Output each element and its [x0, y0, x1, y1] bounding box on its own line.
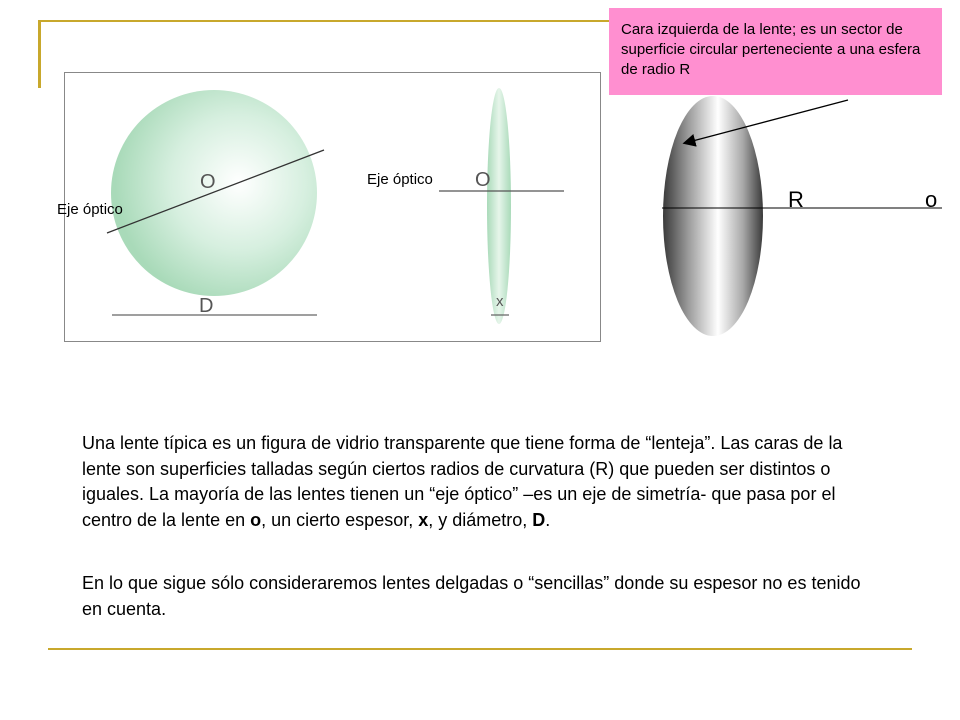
radius-label: R — [788, 187, 804, 212]
top-rule — [40, 20, 610, 22]
origin-label: o — [925, 187, 938, 212]
paragraph1-bold-o: o — [250, 509, 262, 530]
paragraph1-bold-x: x — [418, 509, 429, 530]
paragraph1-text-c: , y diámetro, — [428, 509, 533, 530]
optical-axis-label-right: Eje óptico — [367, 171, 433, 188]
left-rule — [38, 20, 41, 88]
callout-box — [609, 8, 942, 95]
callout-text: Cara izquierda de la lente; es un sector de superficie circular perteneciente a una esfera de radio R — [621, 21, 921, 78]
lens-figure-panel — [64, 72, 601, 342]
thick-lens-shape — [663, 96, 763, 336]
lens-side-view — [487, 88, 511, 324]
paragraph2-text: En lo que sigue sólo consideraremos lentes delgadas o “sencillas” donde su espesor no es tenido en cuenta. — [82, 573, 861, 619]
lens-figure-drawing — [65, 73, 602, 343]
paragraph1-text-d: . — [545, 509, 551, 530]
paragraph1-text-b: , un cierto espesor, — [261, 509, 419, 530]
circle-center-label: O — [200, 171, 216, 193]
paragraph1-bold-d: D — [532, 509, 546, 530]
optical-axis-label-left: Eje óptico — [57, 201, 123, 218]
thickness-label: x — [496, 293, 504, 310]
lens-curvature-diagram — [620, 80, 950, 350]
lens-center-label: O — [475, 169, 491, 191]
bottom-rule — [48, 648, 912, 650]
diameter-label: D — [199, 295, 214, 317]
paragraph-thin-lenses — [82, 571, 862, 622]
paragraph-description — [82, 431, 862, 533]
paragraph1-text-a: Una lente típica es un figura de vidrio transparente que tiene forma de “lenteja”. Las caras de la lente son superficies talladas según ciertos radios de curvatura (R) que pueden ser distintos o iguales. La mayoría de las lentes tienen un “eje óptico” –es un eje de simetría- que pasa por el centro de la lente en — [82, 433, 843, 530]
